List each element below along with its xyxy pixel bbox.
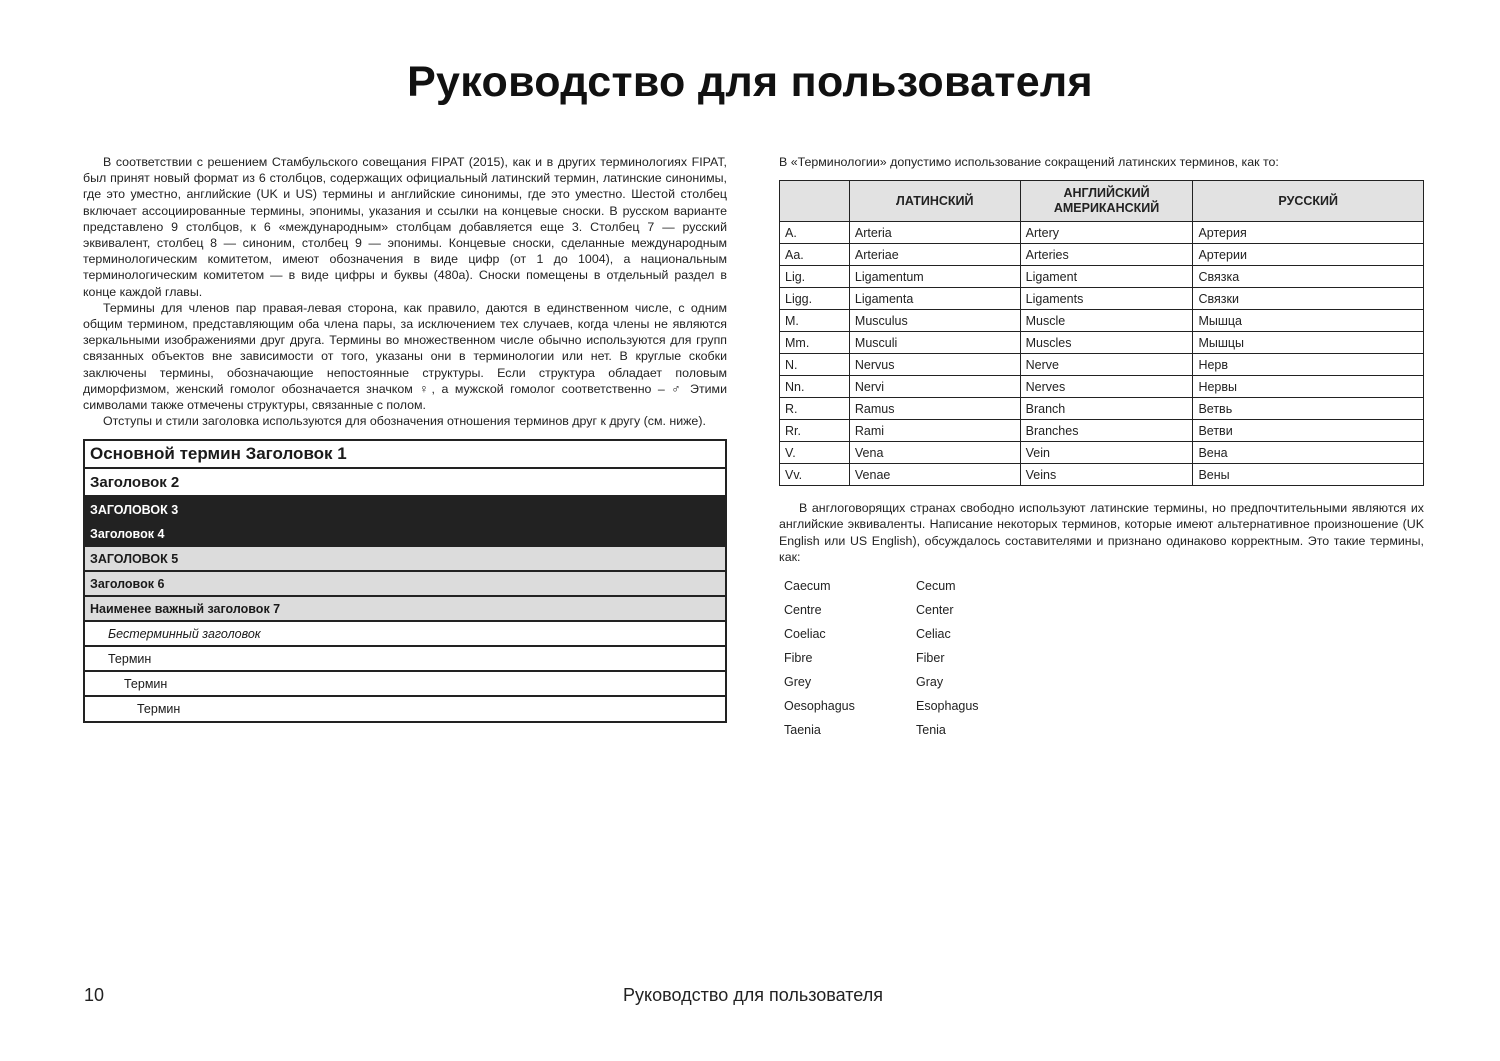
heading-level-1: Основной термин Заголовок 1 [85, 441, 725, 469]
uk-spelling: Oesophagus [784, 698, 855, 713]
cell-latin: Nervus [849, 354, 1020, 376]
cell-russian: Нерв [1193, 354, 1424, 376]
cell-abbreviation: Mm. [780, 332, 850, 354]
table-row [780, 222, 1424, 244]
list-item [784, 718, 1424, 742]
cell-abbreviation: Ligg. [780, 288, 850, 310]
cell-english: Muscles [1020, 332, 1193, 354]
cell-abbreviation: R. [780, 398, 850, 420]
cell-russian: Ветвь [1193, 398, 1424, 420]
cell-russian: Связки [1193, 288, 1424, 310]
cell-russian: Вены [1193, 464, 1424, 486]
table-header-row [780, 181, 1424, 222]
term-level-2: Термин [85, 672, 725, 697]
header-russian: РУССКИЙ [1193, 181, 1424, 222]
cell-english: Arteries [1020, 244, 1193, 266]
us-spelling: Esophagus [916, 698, 979, 713]
cell-english: Ligaments [1020, 288, 1193, 310]
uk-spelling: Caecum [784, 578, 831, 593]
cell-russian: Вена [1193, 442, 1424, 464]
uk-spelling: Taenia [784, 722, 821, 737]
cell-russian: Мышца [1193, 310, 1424, 332]
cell-latin: Musculi [849, 332, 1020, 354]
cell-english: Veins [1020, 464, 1193, 486]
list-item [784, 598, 1424, 622]
left-column [83, 154, 727, 723]
cell-latin: Ramus [849, 398, 1020, 420]
running-title: Руководство для пользователя [623, 985, 883, 1005]
heading-level-5: ЗАГОЛОВОК 5 [85, 547, 725, 572]
cell-abbreviation: N. [780, 354, 850, 376]
us-spelling: Gray [916, 674, 944, 689]
cell-abbreviation: V. [780, 442, 850, 464]
page-number: 10 [84, 985, 105, 1005]
uk-spelling: Coeliac [784, 626, 826, 641]
table-row [780, 266, 1424, 288]
page-title: Руководство для пользователя [407, 58, 1093, 106]
list-item [784, 622, 1424, 646]
cell-russian: Ветви [1193, 420, 1424, 442]
cell-latin: Arteria [849, 222, 1020, 244]
uk-spelling: Centre [784, 602, 822, 617]
cell-english: Vein [1020, 442, 1193, 464]
table-row [780, 376, 1424, 398]
table-row [780, 398, 1424, 420]
cell-english: Branch [1020, 398, 1193, 420]
cell-latin: Rami [849, 420, 1020, 442]
uk-spelling: Fibre [784, 650, 813, 665]
spelling-pairs-list [784, 574, 1424, 742]
heading-level-7: Наименее важный заголовок 7 [85, 597, 725, 622]
termless-heading: Бестерминный заголовок [85, 622, 725, 647]
term-level-1: Термин [85, 647, 725, 672]
cell-latin: Nervi [849, 376, 1020, 398]
cell-english: Nerves [1020, 376, 1193, 398]
heading-styles-example [83, 439, 727, 723]
cell-abbreviation: M. [780, 310, 850, 332]
cell-russian: Нервы [1193, 376, 1424, 398]
cell-latin: Vena [849, 442, 1020, 464]
intro-paragraph: В соответствии с решением Стамбульского совещания FIPAT (2015), как и в других терминологиях FIPAT, был принят новый формат из 6 столбцов, содержащих официальный латинский термин, латинские синонимы, где это уместно, английские (UK и US) термины и английские синонимы, где это уместно. Шестой столбец включает ассоциированные термины, эпонимы, указания и ссылки на концевые сноски. В русском варианте представлено 9 столбцов, к 6 «международным» столбцам добавляется еще 3. Столбец 7 — русский эквивалент, столбец 8 — синоним, столбец 9 — эпонимы. Концевые сноски, сделанные международным терминологическим комитетом, имеют обозначения в виде цифр (от 1 до 1004), а национальным терминологическим комитетом — в виде цифры и буквы (480a). Сноски помещены в отдельный раздел в конце каждой главы. [83, 155, 727, 299]
cell-abbreviation: Nn. [780, 376, 850, 398]
table-row [780, 464, 1424, 486]
table-row [780, 332, 1424, 354]
cell-latin: Musculus [849, 310, 1020, 332]
heading-level-2: Заголовок 2 [85, 469, 725, 497]
cell-english: Branches [1020, 420, 1193, 442]
cell-abbreviation: Vv. [780, 464, 850, 486]
table-row [780, 354, 1424, 376]
table-row [780, 442, 1424, 464]
abbreviations-intro: В «Терминологии» допустимо использование сокращений латинских терминов, как то: [779, 155, 1279, 169]
us-spelling: Fiber [916, 650, 945, 665]
table-row [780, 244, 1424, 266]
us-spelling: Center [916, 602, 954, 617]
list-item [784, 694, 1424, 718]
cell-latin: Arteriae [849, 244, 1020, 266]
cell-latin: Venae [849, 464, 1020, 486]
cell-russian: Мышцы [1193, 332, 1424, 354]
list-item [784, 670, 1424, 694]
cell-russian: Связка [1193, 266, 1424, 288]
cell-english: Nerve [1020, 354, 1193, 376]
uk-spelling: Grey [784, 674, 812, 689]
list-item [784, 574, 1424, 598]
us-spelling: Cecum [916, 578, 956, 593]
cell-latin: Ligamentum [849, 266, 1020, 288]
heading-level-3: ЗАГОЛОВОК 3 [85, 497, 725, 522]
cell-latin: Ligamenta [849, 288, 1020, 310]
table-row [780, 310, 1424, 332]
us-spelling: Celiac [916, 626, 951, 641]
cell-english: Muscle [1020, 310, 1193, 332]
right-column [779, 154, 1424, 742]
cell-russian: Артерия [1193, 222, 1424, 244]
cell-abbreviation: Lig. [780, 266, 850, 288]
table-row [780, 420, 1424, 442]
cell-abbreviation: Rr. [780, 420, 850, 442]
header-english: АНГЛИЙСКИЙ АМЕРИКАНСКИЙ [1020, 181, 1193, 222]
header-latin: ЛАТИНСКИЙ [849, 181, 1020, 222]
term-level-3: Термин [137, 702, 181, 717]
cell-abbreviation: Aa. [780, 244, 850, 266]
header-abbreviation [780, 181, 850, 222]
us-spelling: Tenia [916, 722, 946, 737]
cell-english: Artery [1020, 222, 1193, 244]
pairs-paragraph: Термины для членов пар правая-левая сторона, как правило, даются в единственном числе, с одним общим термином, представляющим оба члена пары, за исключением тех случаев, когда члены не являются зеркальными изображениями друг друга. Термины во множественном числе обычно используются для групп связанных объектов вне зависимости от того, указаны они в терминологии или нет. В круглые скобки заключены термины, обозначающие непостоянные структуры. Если структура обладает половым диморфизмом, женский гомолог обозначается значком ♀, а мужской гомолог соответственно – ♂ Этими символами также отмечены структуры, связанные с полом. [83, 300, 727, 413]
cell-english: Ligament [1020, 266, 1193, 288]
abbreviations-table [779, 180, 1424, 486]
cell-russian: Артерии [1193, 244, 1424, 266]
indent-paragraph: Отступы и стили заголовка используются для обозначения отношения терминов друг к другу (см. ниже). [103, 414, 706, 429]
list-item [784, 646, 1424, 670]
spelling-paragraph: В англоговорящих странах свободно используют латинские термины, но предпочтительными являются их английские эквиваленты. Написание некоторых терминов, которые имеют альтернативное произношение (UK English или US English), обсуждалось составителями и признано одинаково корректным. Это такие термины, как: [779, 501, 1424, 565]
heading-level-4: Заголовок 4 [85, 522, 725, 547]
cell-abbreviation: A. [780, 222, 850, 244]
heading-level-6: Заголовок 6 [85, 572, 725, 597]
table-row [780, 288, 1424, 310]
table-body [780, 222, 1424, 486]
